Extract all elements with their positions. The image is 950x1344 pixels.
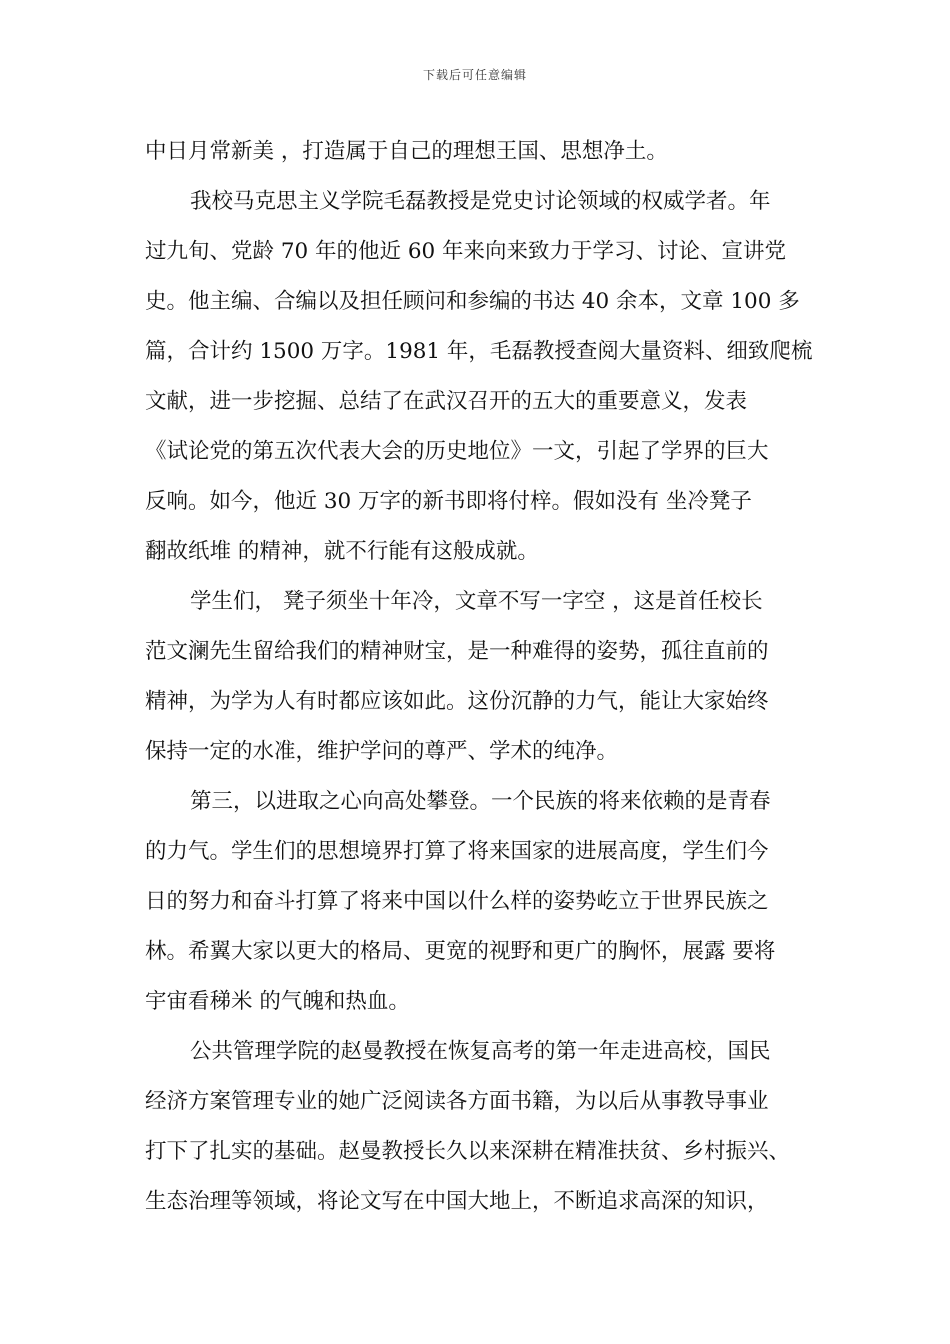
text-line: 翻故纸堆 的精神，就不行能有这般成就。 (145, 539, 539, 564)
paragraph (145, 1027, 825, 1227)
text-line: 公共管理学院的赵曼教授在恢复高考的第一年走进高校，国民 (190, 1039, 771, 1064)
paragraph (145, 577, 825, 777)
text-line: 经济方案管理专业的她广泛阅读各方面书籍，为以后从事教导事业 (145, 1089, 769, 1114)
text-line: 林。希翼大家以更大的格局、更宽的视野和更广的胸怀，展露 要将 (145, 939, 776, 964)
text-line: 过九旬、党龄 70 年的他近 60 年来向来致力于学习、讨论、宣讲党 (145, 239, 787, 264)
text-line: 保持一定的水准，维护学问的尊严、学术的纯净。 (145, 739, 619, 764)
text-line: 的力气。学生们的思想境界打算了将来国家的进展高度，学生们今 (145, 839, 769, 864)
text-line: 中日月常新美 ，打造属于自己的理想王国、思想净土。 (145, 139, 668, 164)
text-line: 第三，以进取之心向高处攀登。一个民族的将来依赖的是青春 (190, 789, 771, 814)
paragraph (145, 127, 825, 177)
text-line: 宇宙看稊米 的气魄和热血。 (145, 989, 410, 1014)
page-header: 下载后可任意编辑 (422, 68, 527, 82)
text-line: 篇，合计约 1500 万字。1981 年，毛磊教授查阅大量资料、细致爬梳 (145, 339, 813, 364)
text-line: 《试论党的第五次代表大会的历史地位》一文，引起了学界的巨大 (145, 439, 769, 464)
text-line: 精神，为学为人有时都应该如此。这份沉静的力气，能让大家始终 (145, 689, 769, 714)
paragraph (145, 177, 825, 577)
text-line: 史。他主编、合编以及担任顾问和参编的书达 40 余本，文章 100 多 (145, 289, 800, 314)
text-line: 学生们， 凳子须坐十年冷，文章不写一字空 ，这是首任校长 (190, 589, 763, 614)
text-line: 我校马克思主义学院毛磊教授是党史讨论领域的权威学者。年 (190, 189, 771, 214)
text-line: 日的努力和奋斗打算了将来中国以什么样的姿势屹立于世界民族之 (145, 889, 769, 914)
text-line: 生态治理等领域，将论文写在中国大地上，不断追求高深的知识， (145, 1189, 769, 1214)
paragraph (145, 777, 825, 1027)
text-line: 反响。如今，他近 30 万字的新书即将付梓。假如没有 坐冷凳子 (145, 489, 752, 514)
document-body (145, 127, 825, 1227)
text-line: 文献，进一步挖掘、总结了在武汉召开的五大的重要意义，发表 (145, 389, 748, 414)
text-line: 范文澜先生留给我们的精神财宝，是一种难得的姿势，孤往直前的 (145, 639, 769, 664)
text-line: 打下了扎实的基础。赵曼教授长久以来深耕在精准扶贫、乡村振兴、 (145, 1139, 791, 1164)
